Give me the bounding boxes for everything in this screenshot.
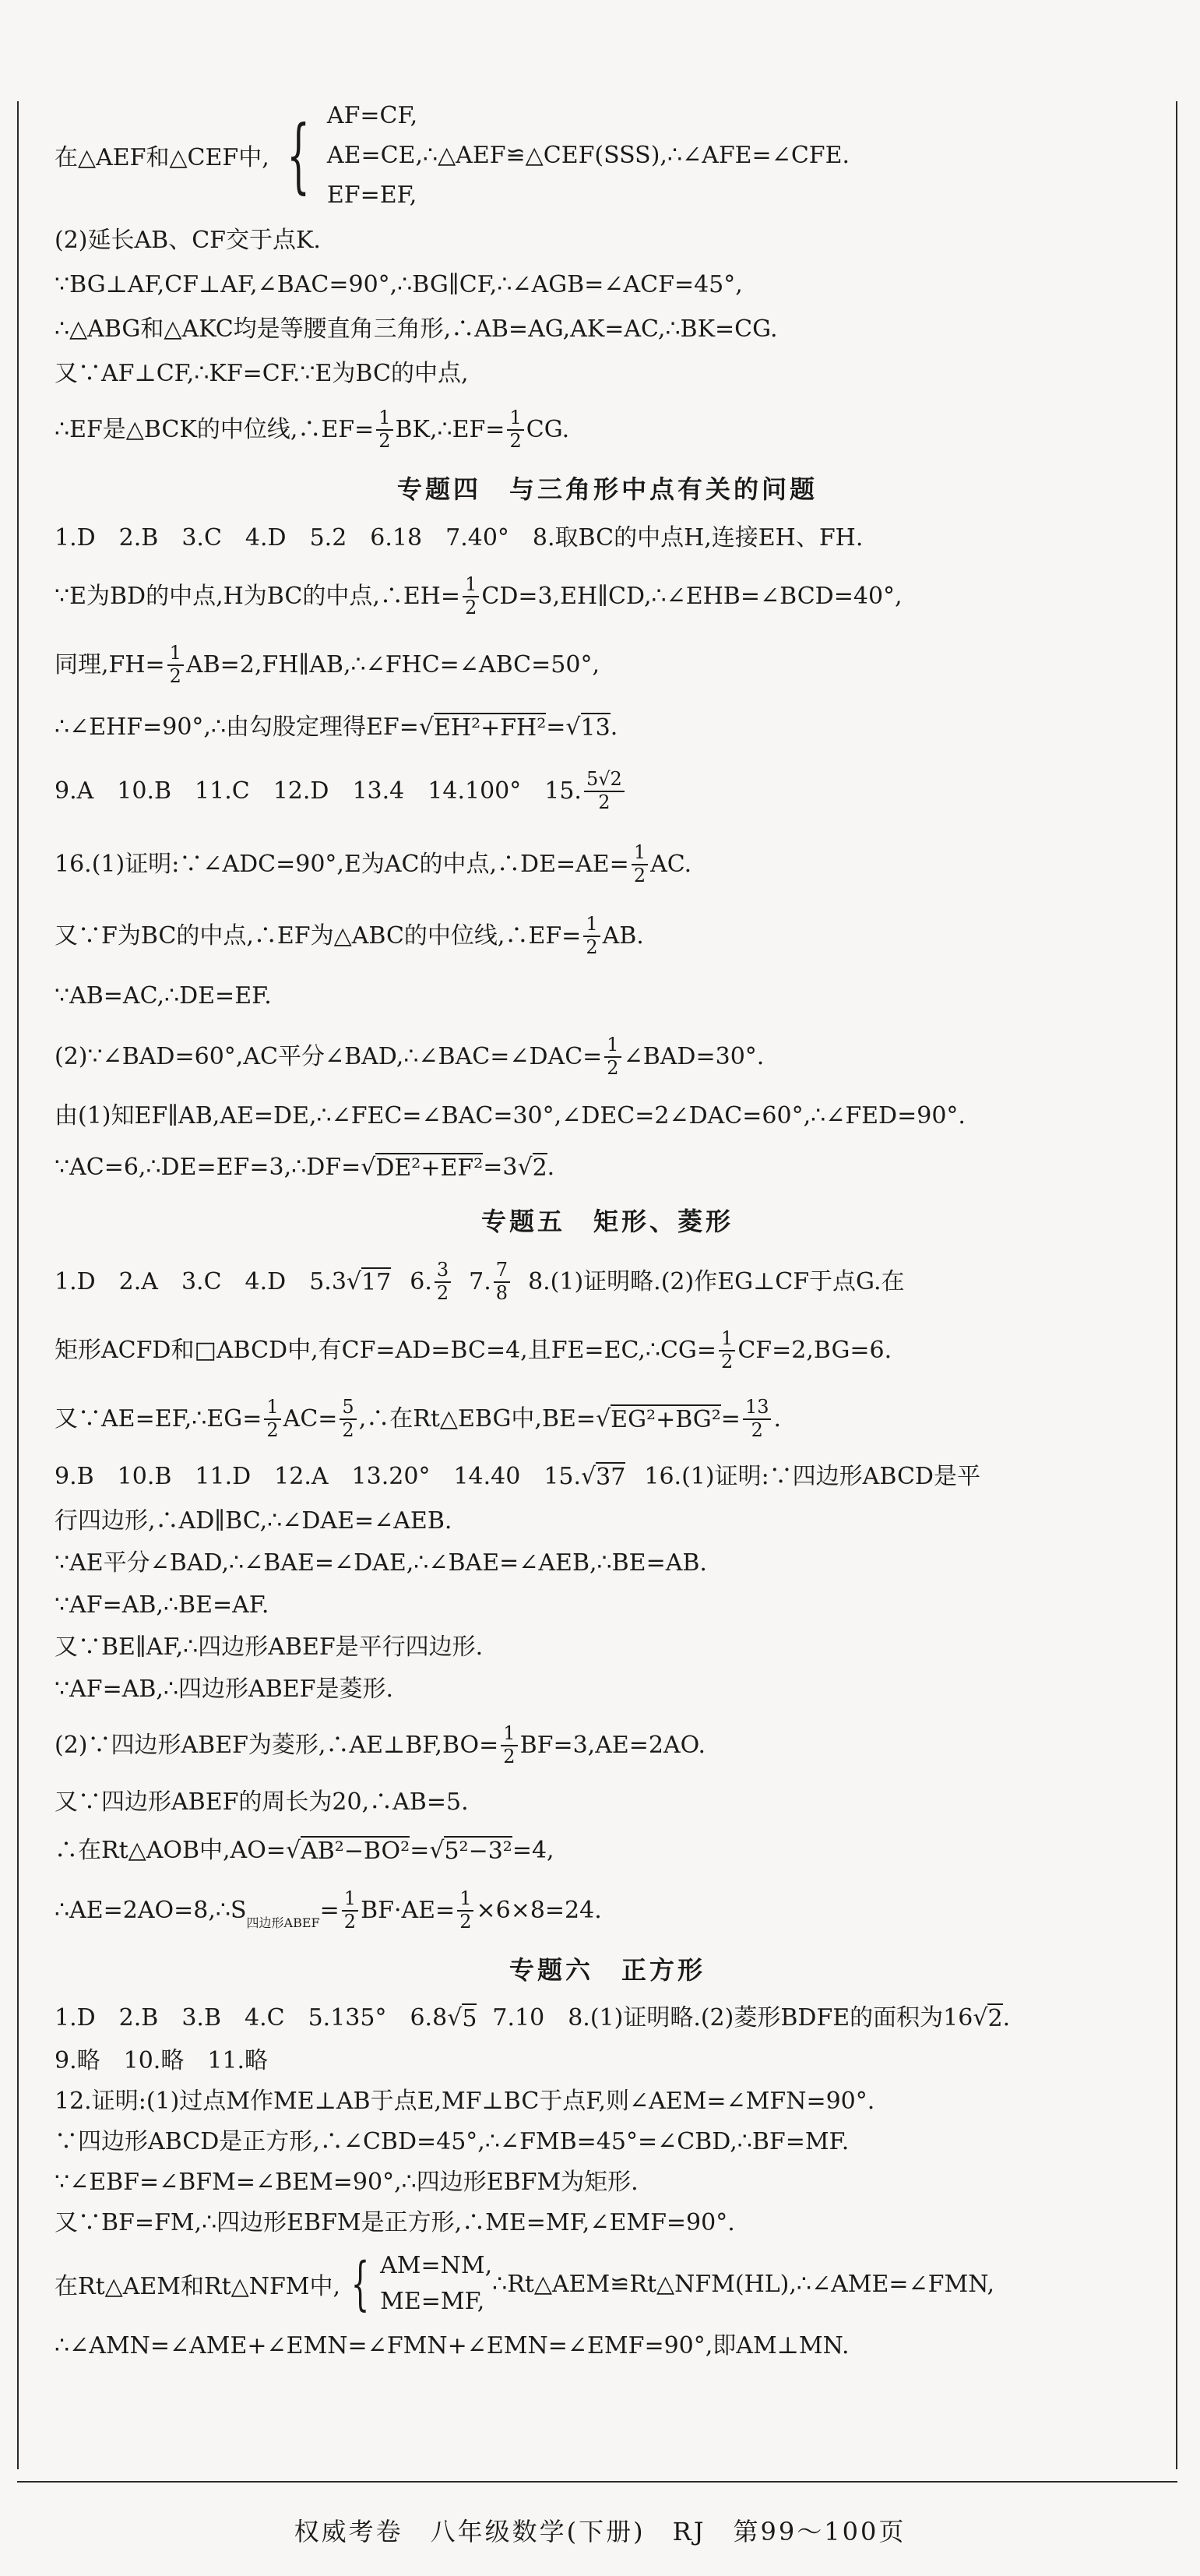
radicand: 37 bbox=[596, 1464, 626, 1492]
text: ∠BAD=30°. bbox=[623, 1042, 765, 1070]
line: (2)延长AB、CF交于点K. bbox=[55, 227, 321, 254]
numerator: 5√2 bbox=[584, 769, 625, 792]
fraction bbox=[264, 1397, 280, 1441]
text: ,∴在Rt△EBG中,BE= bbox=[358, 1404, 596, 1432]
radicand: 2 bbox=[987, 2005, 1003, 2033]
line: ∵AB=AC,∴DE=EF. bbox=[55, 982, 272, 1010]
text: CG. bbox=[526, 415, 570, 443]
text: . bbox=[547, 1153, 555, 1181]
line bbox=[55, 1316, 1160, 1385]
text: 又∵AE=EF,∴EG= bbox=[55, 1404, 262, 1432]
text: . bbox=[1002, 2003, 1011, 2032]
line-text: 在△AEF和△CEF中, bbox=[55, 144, 269, 171]
denominator: 2 bbox=[509, 430, 522, 452]
numerator: 7 bbox=[494, 1260, 510, 1283]
right-border bbox=[1176, 101, 1177, 2469]
line bbox=[55, 1022, 1160, 1092]
text: 8.(1)证明略.(2)作EG⊥CF于点G.在 bbox=[528, 1267, 905, 1295]
text: = bbox=[410, 1836, 430, 1864]
line: 又∵BE∥AF,∴四边形ABEF是平行四边形. bbox=[55, 1633, 484, 1661]
fraction bbox=[435, 1260, 451, 1304]
text: ∵AC=6,∴DE=EF=3,∴DF= bbox=[55, 1153, 361, 1181]
line-text: 在Rt△AEM和Rt△NFM中, bbox=[55, 2273, 341, 2300]
numerator: 13 bbox=[743, 1397, 772, 1420]
fraction bbox=[743, 1397, 772, 1441]
left-border bbox=[17, 101, 19, 2469]
denominator: 2 bbox=[607, 1057, 619, 1079]
line bbox=[55, 1454, 1160, 1500]
radicand: EH²+FH² bbox=[434, 714, 547, 742]
fraction bbox=[604, 1034, 621, 1079]
text: ∴AE=2AO=8,∴S bbox=[55, 1896, 247, 1924]
text: . bbox=[773, 1404, 782, 1432]
line bbox=[55, 827, 1160, 902]
radicand: 17 bbox=[361, 1269, 392, 1297]
equation-list bbox=[327, 96, 850, 215]
section-title-4: 专题四 与三角形中点有关的问题 bbox=[396, 474, 818, 504]
denominator: 2 bbox=[751, 1419, 763, 1441]
fraction bbox=[507, 407, 523, 452]
text: = bbox=[720, 1404, 741, 1432]
denominator: 2 bbox=[436, 1282, 449, 1304]
line: ∴△ABG和△AKC均是等腰直角三角形,∴AB=AG,AK=AC,∴BK=CG. bbox=[55, 315, 778, 343]
text: 7. bbox=[469, 1267, 491, 1295]
fraction bbox=[719, 1328, 735, 1373]
sqrt-sign: √ bbox=[565, 713, 581, 741]
radicand: 5 bbox=[462, 2005, 477, 2033]
text: 16.(1)证明:∵∠ADC=90°,E为AC的中点,∴DE=AE= bbox=[55, 850, 629, 878]
equation-list bbox=[380, 2248, 492, 2321]
denominator: 2 bbox=[459, 1911, 472, 1933]
text: BF·AE= bbox=[361, 1896, 456, 1924]
text: 又∵F为BC的中点,∴EF为△ABC的中位线,∴EF= bbox=[55, 922, 582, 950]
text: 1.D 2.A 3.C 4.D 5.3 bbox=[55, 1267, 347, 1295]
denominator: 2 bbox=[721, 1351, 734, 1373]
line bbox=[55, 700, 1160, 756]
text: 矩形ACFD和□ABCD中,有CF=AD=BC=4,且FE=EC,∴CG= bbox=[55, 1336, 717, 1364]
line bbox=[55, 902, 1160, 971]
denominator: 8 bbox=[495, 1282, 509, 1304]
line: 12.证明:(1)过点M作ME⊥AB于点E,MF⊥BC于点F,则∠AEM=∠MFN=90°. bbox=[55, 2088, 875, 2115]
text: 16.(1)证明:∵四边形ABCD是平 bbox=[644, 1462, 980, 1490]
left-brace: { bbox=[350, 2250, 370, 2317]
radicand: 13 bbox=[580, 714, 611, 742]
subscript: 四边形ABEF bbox=[246, 1915, 320, 1930]
system-congruence-2 bbox=[55, 2243, 1160, 2324]
numerator: 3 bbox=[435, 1260, 451, 1283]
sqrt-sign: √ bbox=[429, 1836, 445, 1864]
text: ∵E为BD的中点,H为BC的中点,∴EH= bbox=[55, 582, 461, 610]
text: CF=2,BG=6. bbox=[737, 1336, 892, 1364]
denominator: 2 bbox=[266, 1419, 279, 1441]
fraction bbox=[457, 1888, 473, 1933]
line: ∵AF=AB,∴BE=AF. bbox=[55, 1591, 269, 1619]
answer-content bbox=[55, 92, 1160, 2368]
text: BF=3,AE=2AO. bbox=[519, 1731, 706, 1759]
line bbox=[55, 1877, 1160, 1944]
line: ∵AE平分∠BAD,∴∠BAE=∠DAE,∴∠BAE=∠AEB,∴BE=AB. bbox=[55, 1549, 707, 1577]
line: 1.D 2.B 3.C 4.D 5.2 6.18 7.40° 8.取BC的中点H,连接EH、FH. bbox=[55, 524, 864, 551]
sqrt-sign: √ bbox=[418, 713, 435, 741]
numerator: 1 bbox=[167, 643, 184, 666]
line bbox=[55, 396, 1160, 464]
text: AC. bbox=[650, 850, 692, 878]
equation: EF=EF, bbox=[326, 181, 417, 209]
line bbox=[55, 756, 1160, 827]
fraction bbox=[584, 769, 625, 813]
text: AB. bbox=[602, 922, 644, 950]
numerator: 1 bbox=[457, 1888, 473, 1912]
numerator: 1 bbox=[342, 1888, 358, 1912]
text: (2)∵∠BAD=60°,AC平分∠BAD,∴∠BAC=∠DAC= bbox=[55, 1042, 603, 1070]
text: . bbox=[610, 713, 618, 741]
line bbox=[55, 1385, 1160, 1454]
sqrt-sign: √ bbox=[517, 1153, 533, 1181]
numerator: 1 bbox=[501, 1723, 517, 1746]
sqrt-sign: √ bbox=[346, 1267, 362, 1295]
line: 又∵AF⊥CF,∴KF=CF.∵E为BC的中点, bbox=[55, 360, 469, 387]
system-congruence-1 bbox=[55, 92, 1160, 218]
fraction bbox=[463, 574, 479, 618]
text: ×6×8=24. bbox=[476, 1896, 602, 1924]
line bbox=[55, 562, 1160, 631]
text: = bbox=[319, 1896, 340, 1924]
section-title-5: 专题五 矩形、菱形 bbox=[480, 1207, 734, 1236]
text: 9.B 10.B 11.D 12.A 13.20° 14.40 15. bbox=[55, 1462, 582, 1490]
sqrt-sign: √ bbox=[285, 1836, 301, 1864]
denominator: 2 bbox=[633, 865, 646, 886]
denominator: 2 bbox=[378, 430, 391, 452]
page-footer: 权威考卷 八年级数学(下册) RJ 第99～100页 bbox=[294, 2517, 906, 2546]
text: AB=2,FH∥AB,∴∠FHC=∠ABC=50°, bbox=[185, 650, 600, 678]
equation: AF=CF, bbox=[326, 101, 418, 129]
numerator: 1 bbox=[507, 407, 523, 431]
radicand: 5²−3² bbox=[444, 1838, 512, 1866]
text: 9.A 10.B 11.C 12.D 13.4 14.100° 15. bbox=[55, 777, 582, 805]
numerator: 1 bbox=[583, 914, 600, 937]
denominator: 2 bbox=[342, 1419, 354, 1441]
fraction bbox=[342, 1888, 358, 1933]
line: ∵AF=AB,∴四边形ABEF是菱形. bbox=[55, 1676, 393, 1703]
line: ∴∠AMN=∠AME+∠EMN=∠FMN+∠EMN=∠EMF=90°,即AM⊥MN. bbox=[55, 2332, 850, 2359]
text: ∴在Rt△AOB中,AO= bbox=[55, 1836, 286, 1864]
line: 又∵BF=FM,∴四边形EBFM是正方形,∴ME=MF,∠EMF=90°. bbox=[55, 2209, 735, 2236]
sqrt-sign: √ bbox=[596, 1404, 611, 1432]
fraction bbox=[632, 842, 648, 886]
radicand: DE²+EF² bbox=[375, 1154, 484, 1182]
line: ∵∠EBF=∠BFM=∠BEM=90°,∴四边形EBFM为矩形. bbox=[55, 2169, 639, 2196]
left-brace: { bbox=[286, 107, 310, 203]
radicand: AB²−BO² bbox=[301, 1838, 410, 1866]
equation: ME=MF, bbox=[380, 2288, 485, 2315]
numerator: 1 bbox=[719, 1328, 735, 1351]
fraction bbox=[376, 407, 392, 452]
line-text: ∴Rt△AEM≌Rt△NFM(HL),∴∠AME=∠FMN, bbox=[492, 2270, 995, 2298]
numerator: 5 bbox=[340, 1397, 356, 1420]
fraction bbox=[583, 914, 600, 958]
numerator: 1 bbox=[376, 407, 392, 431]
text: 同理,FH= bbox=[55, 650, 165, 678]
fraction bbox=[501, 1723, 517, 1767]
text: (2)∵四边形ABEF为菱形,∴AE⊥BF,BO= bbox=[55, 1731, 499, 1759]
text: BK,∴EF= bbox=[395, 415, 505, 443]
equation: AE=CE,∴△AEF≌△CEF(SSS),∴∠AFE=∠CFE. bbox=[326, 141, 850, 169]
line: 又∵四边形ABEF的周长为20,∴AB=5. bbox=[55, 1788, 469, 1816]
denominator: 2 bbox=[343, 1911, 357, 1933]
fraction bbox=[494, 1260, 510, 1304]
line bbox=[55, 631, 1160, 700]
sqrt-sign: √ bbox=[361, 1153, 376, 1181]
line: ∵BG⊥AF,CF⊥AF,∠BAC=90°,∴BG∥CF,∴∠AGB=∠ACF=45°, bbox=[55, 271, 743, 298]
text: =4, bbox=[512, 1836, 554, 1864]
line bbox=[55, 1711, 1160, 1781]
line: ∵四边形ABCD是正方形,∴∠CBD=45°,∴∠FMB=45°=∠CBD,∴BF=MF. bbox=[55, 2128, 850, 2155]
text: 6. bbox=[410, 1267, 432, 1295]
section-title-6: 专题六 正方形 bbox=[509, 1955, 706, 1985]
radicand: EG²+BG² bbox=[611, 1406, 721, 1434]
denominator: 2 bbox=[598, 791, 611, 813]
text: ∴∠EHF=90°,∴由勾股定理得EF= bbox=[55, 713, 419, 741]
text: 1.D 2.B 3.B 4.C 5.135° 6.8 bbox=[55, 2003, 448, 2032]
numerator: 1 bbox=[264, 1397, 280, 1420]
numerator: 1 bbox=[463, 574, 479, 597]
fraction bbox=[167, 643, 184, 687]
numerator: 1 bbox=[632, 842, 648, 865]
text: CD=3,EH∥CD,∴∠EHB=∠BCD=40°, bbox=[481, 582, 903, 610]
line bbox=[55, 1140, 1160, 1195]
sqrt-sign: √ bbox=[447, 2003, 463, 2032]
bottom-border bbox=[17, 2481, 1177, 2483]
line: 行四边形,∴AD∥BC,∴∠DAE=∠AEB. bbox=[55, 1507, 452, 1535]
sqrt-sign: √ bbox=[581, 1462, 596, 1490]
text: AC= bbox=[283, 1404, 338, 1432]
text: = bbox=[546, 713, 566, 741]
line bbox=[55, 1248, 1160, 1316]
line: 由(1)知EF∥AB,AE=DE,∴∠FEC=∠BAC=30°,∠DEC=2∠DAC=60°,∴∠FED=90°. bbox=[55, 1102, 966, 1129]
radicand: 2 bbox=[532, 1154, 547, 1182]
sqrt-sign: √ bbox=[973, 2003, 988, 2032]
line bbox=[55, 1824, 1160, 1877]
denominator: 2 bbox=[465, 597, 477, 618]
text: ∴EF是△BCK的中位线,∴EF= bbox=[55, 415, 375, 443]
numerator: 1 bbox=[604, 1034, 621, 1058]
text: =3 bbox=[483, 1153, 518, 1181]
text: 7.10 8.(1)证明略.(2)菱形BDFE的面积为16 bbox=[492, 2003, 973, 2032]
equation: AM=NM, bbox=[380, 2251, 493, 2279]
denominator: 2 bbox=[503, 1746, 516, 1767]
line bbox=[55, 1996, 1160, 2041]
denominator: 2 bbox=[169, 665, 181, 687]
denominator: 2 bbox=[586, 936, 598, 958]
fraction bbox=[340, 1397, 356, 1441]
line: 9.略 10.略 11.略 bbox=[55, 2047, 269, 2074]
